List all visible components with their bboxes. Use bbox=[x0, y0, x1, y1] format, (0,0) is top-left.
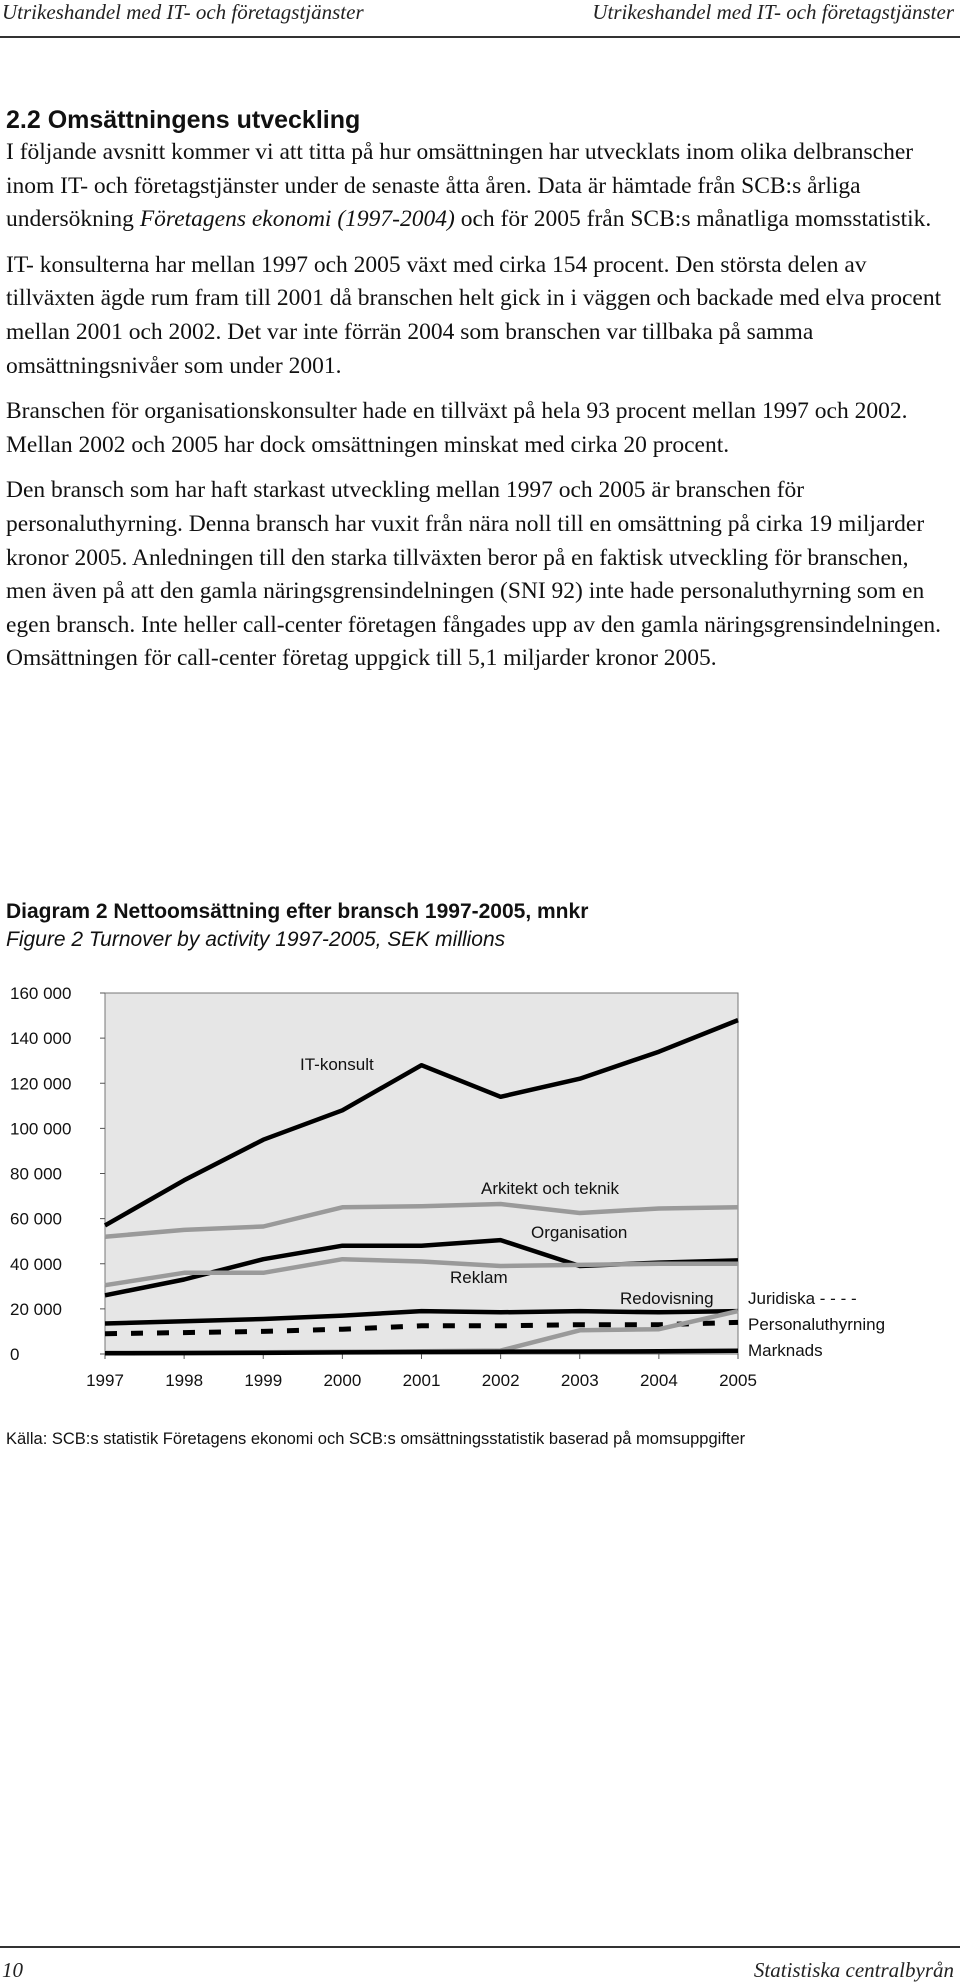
diagram-caption bbox=[6, 898, 956, 954]
y-tick-label: 80 000 bbox=[10, 1164, 62, 1184]
x-tick-label: 2001 bbox=[402, 1371, 441, 1390]
main-content bbox=[6, 104, 952, 688]
y-tick-label: 40 000 bbox=[10, 1254, 62, 1274]
header-rule bbox=[0, 36, 960, 38]
paragraph-it-consultants: IT- konsulterna har mellan 1997 och 2005 växt med cirka 154 procent. Den största delen av tillväxten ägde rum fram till 2001 då branschen helt gick in i väggen och backade med elva procent mellan 2001 och 2002. Det var inte förrän 2004 som branschen var tillbaka på samma omsättningsnivåer som under 2001. bbox=[6, 251, 942, 379]
header-left-title: Utrikeshandel med IT- och företagstjänster bbox=[2, 0, 364, 24]
series-label: Organisation bbox=[531, 1223, 628, 1242]
y-tick-label: 120 000 bbox=[10, 1074, 72, 1094]
series-label: Reklam bbox=[450, 1268, 508, 1287]
y-tick-label: 20 000 bbox=[10, 1299, 62, 1319]
page-footer bbox=[0, 1946, 960, 1982]
x-tick-label: 1997 bbox=[86, 1371, 124, 1390]
x-tick-label: 1998 bbox=[165, 1371, 204, 1390]
x-tick-label: 2004 bbox=[639, 1371, 678, 1390]
paragraph-intro-start: I följande avsnitt kommer vi att titta på hur omsättningen har utvecklats inom olika delbranscher inom IT- och företagstjänster under de senaste åtta åren. Data är hämtade från SCB:s årliga undersökning bbox=[6, 139, 914, 233]
page-header bbox=[0, 0, 960, 40]
x-tick-label: 1999 bbox=[244, 1371, 283, 1390]
x-tick-label: 2005 bbox=[719, 1371, 757, 1390]
turnover-line-chart bbox=[0, 970, 960, 1420]
x-tick-label: 2002 bbox=[481, 1371, 520, 1390]
y-tick-label: 0 bbox=[10, 1345, 20, 1364]
series-label: Juridiska - - - - bbox=[748, 1289, 857, 1308]
header-right-title: Utrikeshandel med IT- och företagstjänster bbox=[592, 0, 954, 24]
y-tick-label: 160 000 bbox=[10, 984, 72, 1003]
section-title: 2.2 Omsättningens utveckling bbox=[6, 106, 361, 134]
paragraph-organisation: Branschen för organisationskonsulter hade en tillväxt på hela 93 procent mellan 1997 och 2002. Mellan 2002 och 2005 har dock omsättningen minskat med cirka 20 procent. bbox=[6, 398, 908, 458]
series-line-marknads bbox=[105, 1351, 738, 1354]
series-label: Redovisning bbox=[620, 1289, 714, 1308]
x-tick-label: 2003 bbox=[560, 1371, 599, 1390]
series-label: IT-konsult bbox=[300, 1055, 374, 1074]
paragraph-staffing: Den bransch som har haft starkast utveckling mellan 1997 och 2005 är branschen för personaluthyrning. Denna bransch har vuxit från nära noll till en omsättning på cirka 19 miljarder kronor 2005. Anledningen till den starka tillväxten beror på en faktisk utveckling för branschen, men även på att den gamla näringsgrensindelningen (SNI 92) inte hade personaluthyrning som en egen bransch. Inte heller call-center företagen fångades upp av den gamla näringsgrensindelningen. Omsättningen för call-center företag uppgick till 5,1 miljarder kronor 2005. bbox=[6, 477, 942, 672]
publisher-name: Statistiska centralbyrån bbox=[753, 1958, 954, 1982]
diagram-title: Diagram 2 Nettoomsättning efter bransch 1997-2005, mnkr bbox=[6, 900, 589, 923]
y-tick-label: 60 000 bbox=[10, 1209, 62, 1229]
y-tick-label: 140 000 bbox=[10, 1029, 72, 1049]
series-label: Marknads bbox=[748, 1341, 823, 1360]
source-note: Källa: SCB:s statistik Företagens ekonomi och SCB:s omsättningsstatistik baserad på momsuppgifter bbox=[6, 1430, 746, 1448]
x-tick-label: 2000 bbox=[323, 1371, 362, 1390]
paragraph-intro-survey-name: Företagens ekonomi (1997-2004) bbox=[139, 206, 455, 233]
series-label: Arkitekt och teknik bbox=[481, 1179, 619, 1198]
paragraph-intro bbox=[6, 136, 952, 237]
page-number: 10 bbox=[2, 1958, 23, 1982]
paragraph-intro-end: och för 2005 från SCB:s månatliga momsstatistik. bbox=[454, 206, 932, 233]
series-label: Personaluthyrning bbox=[748, 1315, 886, 1334]
diagram-subtitle: Figure 2 Turnover by activity 1997-2005, SEK millions bbox=[6, 928, 506, 951]
y-tick-label: 100 000 bbox=[10, 1119, 72, 1139]
